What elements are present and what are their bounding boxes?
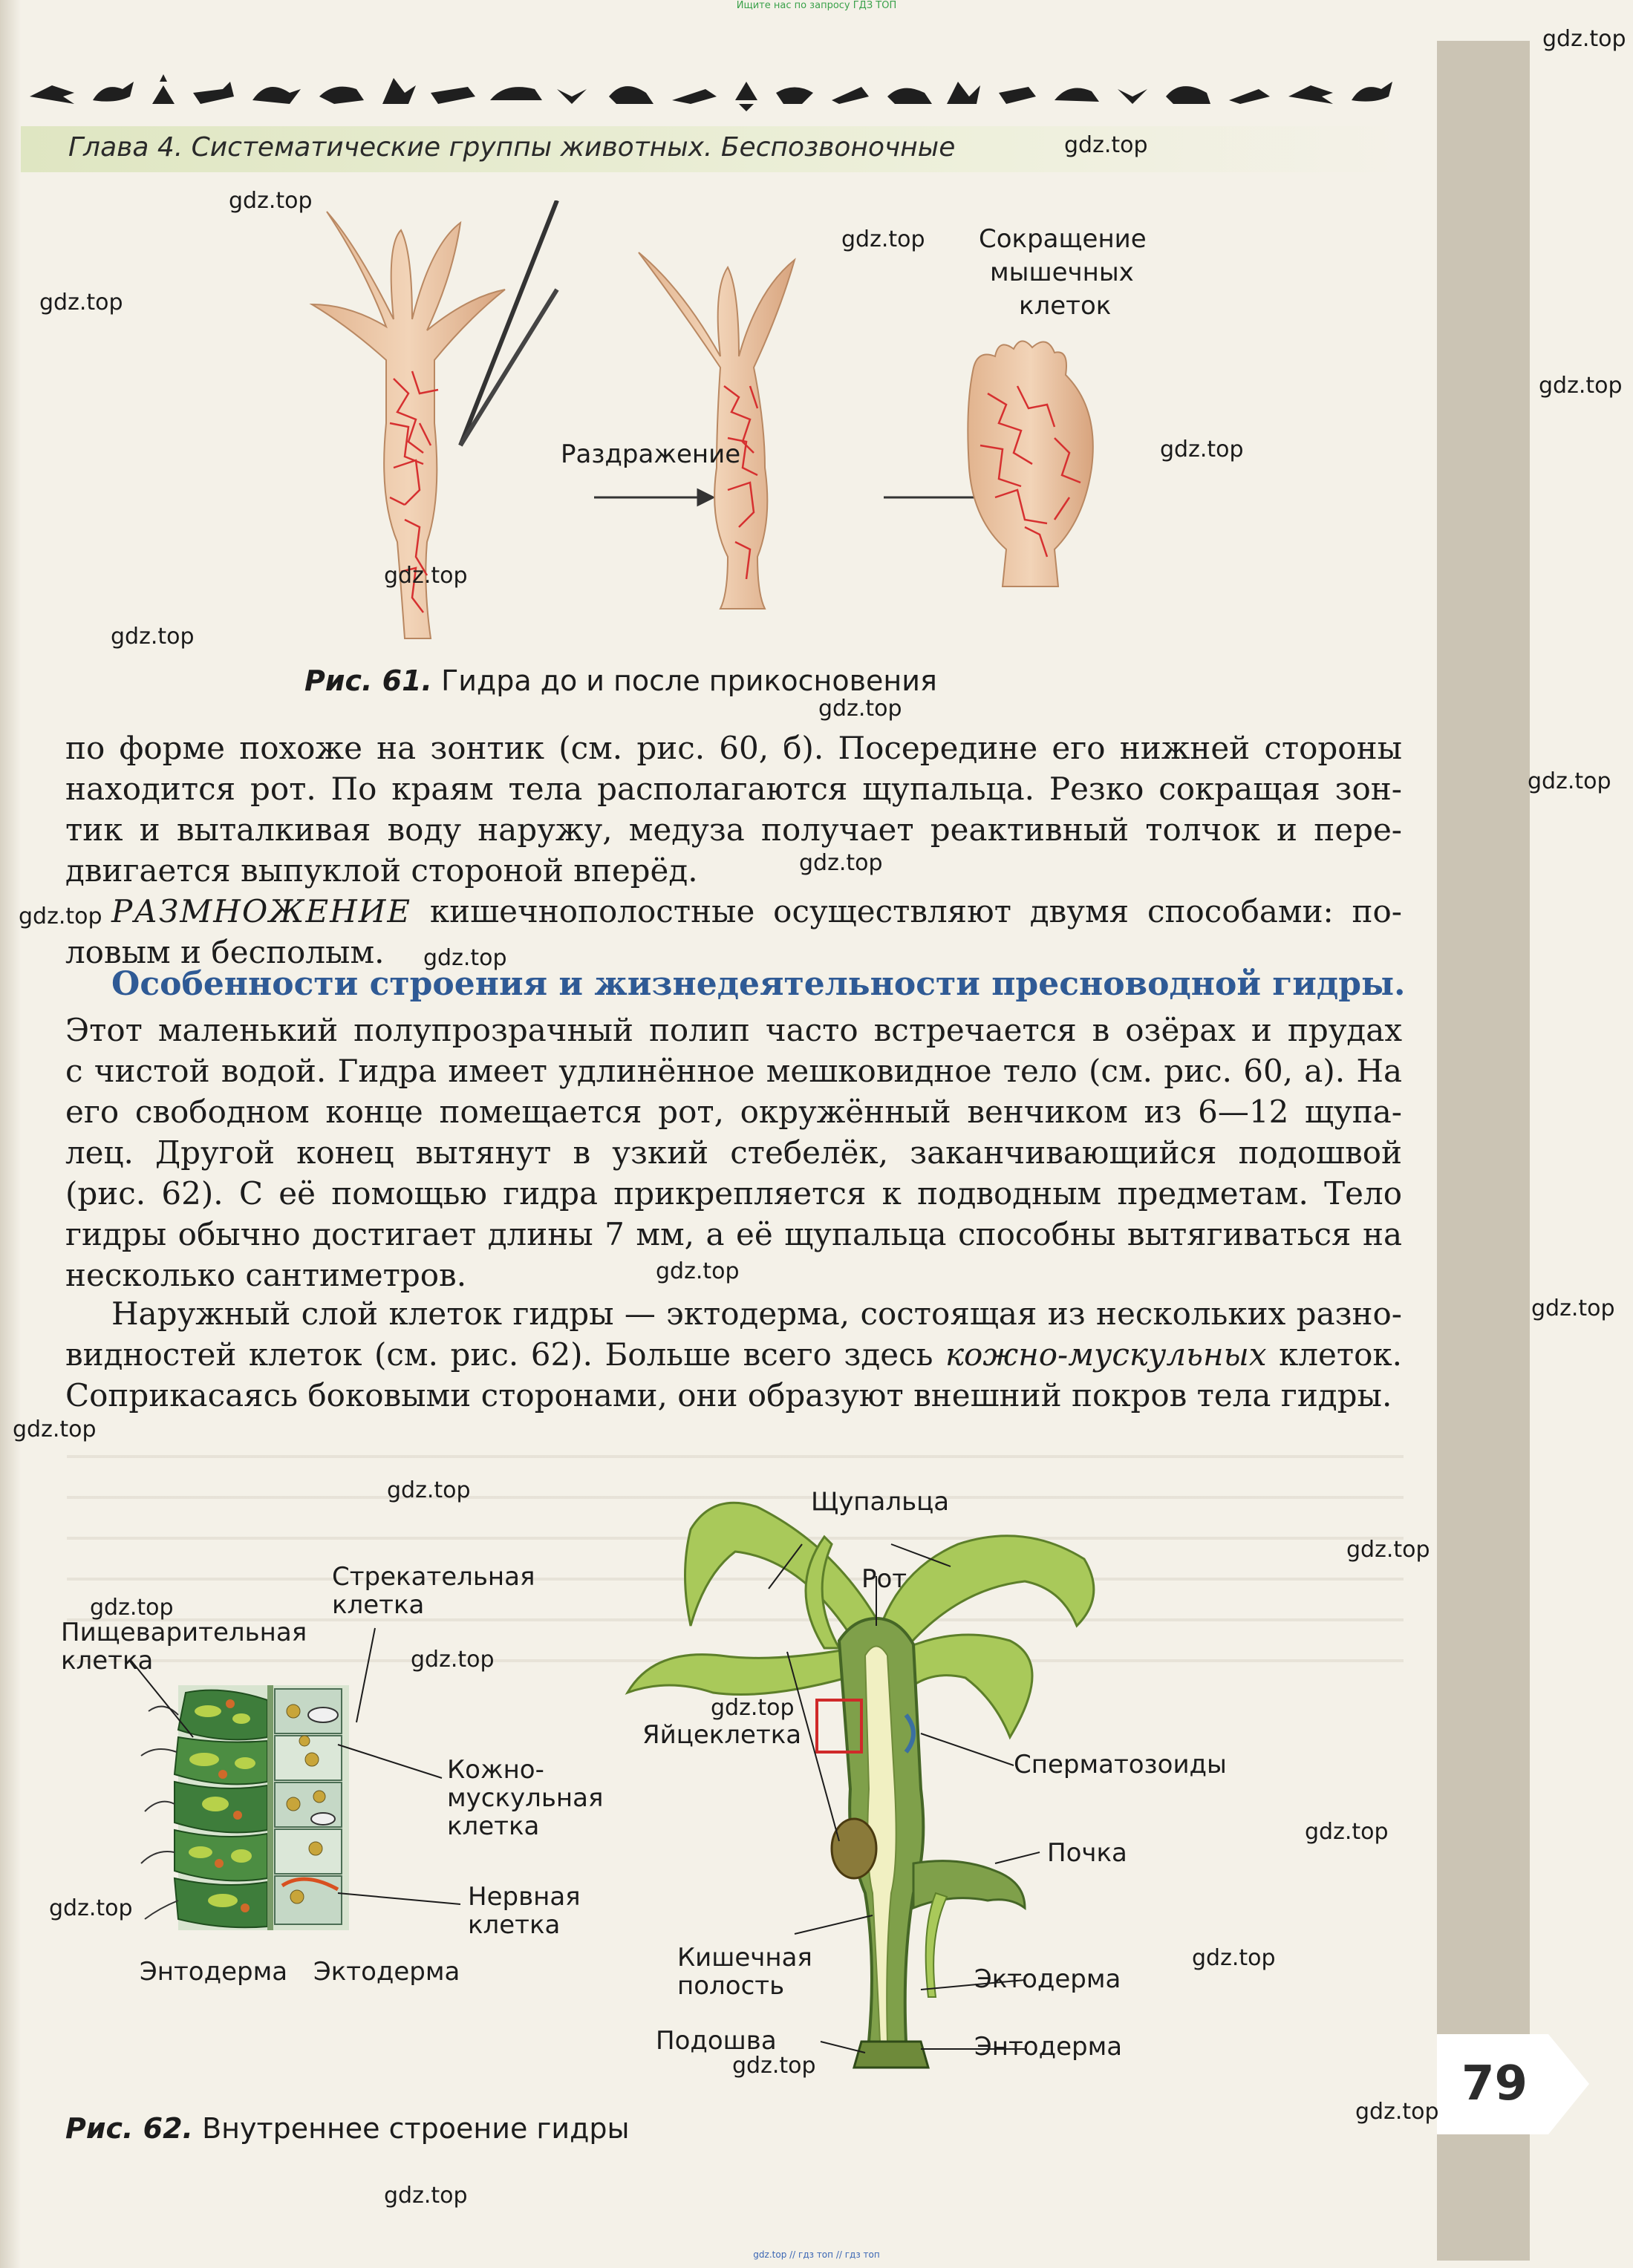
watermark: gdz.top: [19, 903, 102, 929]
text-line: лец. Другой конец вытянут в узкий стебелёк, заканчивающийся подошвой: [65, 1134, 1402, 1171]
text-line: находится рот. По краям тела располагаются щупальца. Резко сокращая зон-: [65, 771, 1402, 807]
text-line: Наружный слой клеток гидры — эктодерма, состоящая из нескольких разно-: [111, 1295, 1402, 1332]
text-line: несколько сантиметров.: [65, 1257, 467, 1293]
text-line: гидры обычно достигает длины 7 мм, а её щупальца способны вытягиваться на: [65, 1216, 1402, 1252]
watermark: gdz.top: [13, 1416, 97, 1442]
label-nerve-cell-2: клетка: [468, 1910, 561, 1940]
watermark: gdz.top: [229, 188, 313, 214]
watermark: gdz.top: [799, 850, 883, 876]
text-line: (рис. 62). С её помощью гидра прикрепляется к подводным предметам. Тело: [65, 1175, 1402, 1212]
probe-needle: [460, 200, 557, 445]
label-skin-muscle-cell-1: Кожно-: [447, 1755, 544, 1785]
watermark: gdz.top: [1531, 1295, 1615, 1321]
label-nerve-cell-1: Нервная: [468, 1882, 581, 1912]
fig61-caption-text: Гидра до и после прикосновения: [431, 664, 937, 697]
watermark: gdz.top: [1528, 768, 1611, 794]
label-cavity-2: полость: [677, 1971, 785, 2001]
fig62-caption-text: Внутреннее строение гидры: [192, 2112, 630, 2145]
label-mouth: Рот: [861, 1564, 907, 1594]
label-tentacles: Щупальца: [811, 1487, 950, 1517]
watermark: gdz.top: [111, 624, 195, 650]
watermark: gdz.top: [384, 563, 468, 589]
fig61-caption-num: Рис. 61.: [304, 664, 432, 697]
label-skin-muscle-cell-3: клетка: [447, 1811, 540, 1841]
text-line: его свободном конце помещается рот, окружённый венчиком из 6—12 щупа-: [65, 1094, 1402, 1130]
text-line: [65, 891, 1402, 932]
label-digestive-cell-2: клетка: [61, 1646, 154, 1676]
text-span: кишечнополостные осуществляют двумя способами: по-: [411, 893, 1402, 929]
bottom-note: gdz.top // гдз топ // гдз топ: [753, 2249, 880, 2260]
watermark: gdz.top: [841, 226, 925, 252]
watermark: gdz.top: [384, 2183, 468, 2209]
text-line: Соприкасаясь боковыми сторонами, они образуют внешний покров тела гидры.: [65, 1377, 1392, 1414]
watermark: gdz.top: [49, 1895, 133, 1921]
text-line: ловым и бесполым.: [65, 934, 385, 970]
label-stinging-cell-2: клетка: [332, 1590, 425, 1620]
text-span: клеток.: [1266, 1336, 1402, 1373]
watermark: gdz.top: [39, 290, 123, 316]
hydra-contracted: [968, 341, 1092, 586]
fig61-label-contraction-2: мышечных: [990, 258, 1134, 287]
label-ectoderm-left: Эктодерма: [313, 1957, 460, 1987]
fig61-label-irritation: Раздражение: [561, 439, 741, 469]
paragraph-hydra: [65, 1010, 1402, 1295]
label-sperm: Сперматозоиды: [1014, 1750, 1227, 1780]
arrows: [594, 490, 995, 505]
watermark: gdz.top: [1160, 437, 1244, 463]
fig61-label-contraction-1: Сокращение: [979, 224, 1147, 254]
fig61-caption: [304, 664, 937, 697]
watermark: gdz.top: [1539, 373, 1623, 399]
watermark: gdz.top: [423, 945, 507, 971]
text-line: [65, 1334, 1402, 1375]
watermark: gdz.top: [411, 1647, 495, 1673]
label-bud: Почка: [1047, 1838, 1127, 1868]
fig62-caption: [65, 2112, 629, 2145]
label-sole: Подошва: [656, 2026, 777, 2056]
label-digestive-cell-1: Пищеварительная: [61, 1618, 307, 1647]
paragraph-ectoderm: [65, 1293, 1402, 1416]
watermark: gdz.top: [1192, 1945, 1276, 1971]
paragraph-reproduction: [65, 891, 1402, 973]
watermark: gdz.top: [1542, 26, 1626, 52]
section-heading: Особенности строения и жизнедеятельности пресноводной гидры.: [111, 965, 1406, 1003]
watermark: gdz.top: [656, 1258, 740, 1284]
watermark: gdz.top: [387, 1477, 471, 1503]
watermark: gdz.top: [1305, 1819, 1389, 1845]
text-line: с чистой водой. Гидра имеет удлинённое мешковидное тело (см. рис. 60, а). На: [65, 1053, 1402, 1089]
text-line: тик и выталкивая воду наружу, медуза получает реактивный толчок и пере-: [65, 811, 1402, 848]
hydra-after-touch: [639, 252, 795, 609]
top-note: Ищите нас по запросу ГДЗ ТОП: [736, 0, 897, 11]
text-line: двигается выпуклой стороной вперёд.: [65, 852, 698, 889]
watermark: gdz.top: [90, 1595, 174, 1621]
label-egg-cell: Яйцеклетка: [642, 1720, 802, 1750]
watermark: gdz.top: [732, 2053, 816, 2079]
label-stinging-cell-1: Стрекательная: [332, 1562, 535, 1592]
page-gutter: [1437, 41, 1530, 2261]
text-line: по форме похоже на зонтик (см. рис. 60, б). Посередине его нижней стороны: [65, 730, 1402, 766]
watermark: gdz.top: [711, 1695, 795, 1721]
term-reproduction: РАЗМНОЖЕНИЕ: [111, 893, 412, 929]
page-number: 79: [1461, 2056, 1528, 2111]
label-endoderm-left: Энтодерма: [140, 1957, 288, 1987]
animal-silhouette-strip: [22, 71, 1404, 115]
text-span: видностей клеток (см. рис. 62). Больше всего здесь: [65, 1336, 945, 1373]
label-endoderm: Энтодерма: [974, 2032, 1123, 2062]
fig61-label-contraction-3: клеток: [1019, 291, 1112, 321]
label-skin-muscle-cell-2: мускульная: [447, 1783, 604, 1813]
text-line: Этот маленький полупрозрачный полип часто встречается в озёрах и прудах: [65, 1012, 1402, 1048]
label-ectoderm: Эктодерма: [974, 1964, 1121, 1994]
watermark: gdz.top: [1355, 2099, 1439, 2125]
term-skin-muscle: кожно-мускульных: [945, 1336, 1267, 1373]
watermark: gdz.top: [818, 696, 902, 722]
chapter-title: Глава 4. Систематические группы животных. Беспозвоночные: [68, 132, 956, 163]
watermark: gdz.top: [1346, 1537, 1430, 1563]
fig62-caption-num: Рис. 62.: [65, 2112, 193, 2145]
label-cavity-1: Кишечная: [677, 1943, 812, 1973]
watermark: gdz.top: [1064, 132, 1148, 158]
paragraph-medusa: [65, 728, 1402, 891]
